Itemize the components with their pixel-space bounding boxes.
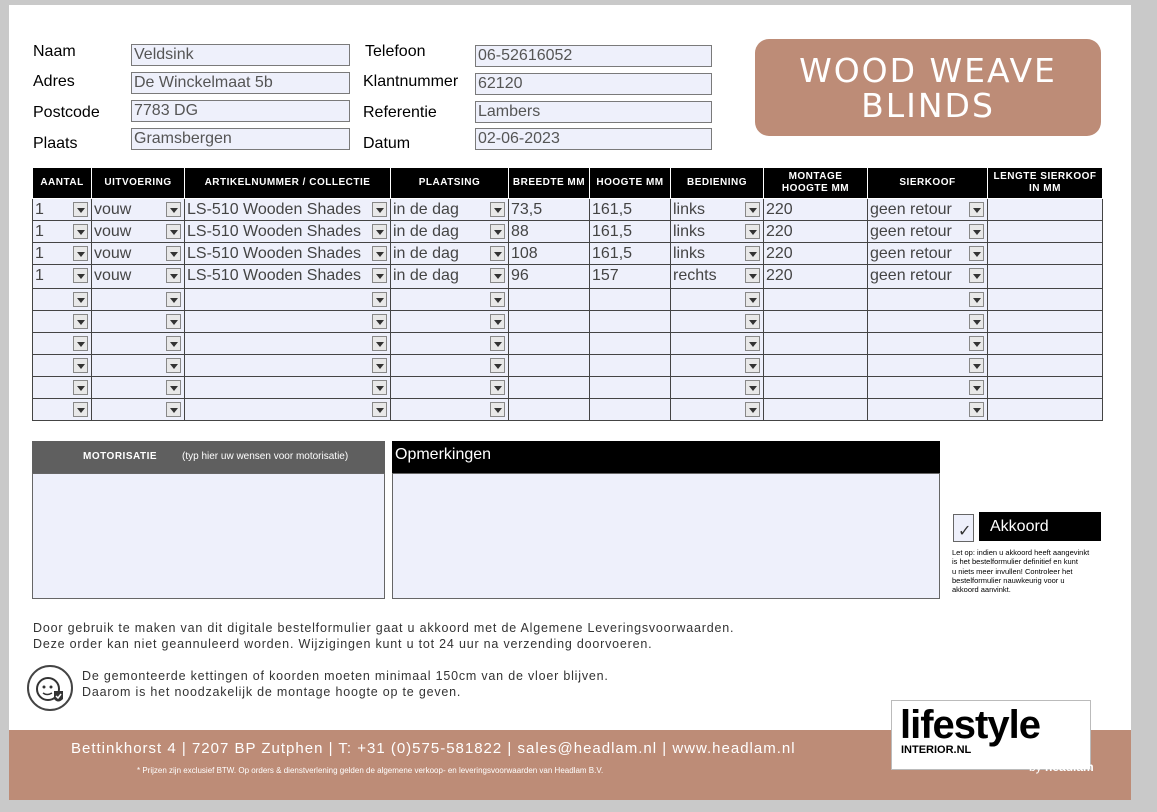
- cell-value: 220: [766, 267, 793, 284]
- cell-lengte-sierkoof[interactable]: [988, 243, 1103, 265]
- cell-uitvoering[interactable]: [92, 221, 185, 243]
- dropdown-arrow-icon[interactable]: [73, 224, 88, 239]
- dropdown-arrow-icon[interactable]: [745, 314, 760, 329]
- dropdown-arrow-icon[interactable]: [969, 336, 984, 351]
- akkoord-label-box: [979, 512, 1101, 541]
- cell-hoogte[interactable]: [590, 377, 671, 399]
- table-row: [33, 311, 1103, 333]
- dropdown-arrow-icon[interactable]: [490, 402, 505, 417]
- cell-bediening[interactable]: [671, 221, 764, 243]
- dropdown-arrow-icon[interactable]: [969, 292, 984, 307]
- cell-plaatsing[interactable]: [391, 399, 509, 421]
- cell-hoogte[interactable]: [590, 199, 671, 221]
- cell-value: vouw: [94, 245, 132, 262]
- cell-artikelnummer[interactable]: [185, 243, 391, 265]
- cell-aantal[interactable]: [33, 377, 92, 399]
- cell-breedte[interactable]: [509, 265, 590, 289]
- dropdown-arrow-icon[interactable]: [166, 380, 181, 395]
- logo-by: by: [1029, 760, 1042, 774]
- order-table: [32, 167, 1103, 421]
- cell-sierkoof[interactable]: [868, 311, 988, 333]
- dropdown-arrow-icon[interactable]: [166, 224, 181, 239]
- cell-plaatsing[interactable]: [391, 199, 509, 221]
- opmerkingen-textarea[interactable]: [392, 473, 940, 599]
- cell-montage-hoogte[interactable]: [764, 333, 868, 355]
- cell-value: 220: [766, 201, 793, 218]
- cell-value: geen retour: [870, 223, 952, 240]
- safety-line1: De gemonteerde kettingen of koorden moeten minimaal 150cm van de vloer blijven.: [82, 669, 609, 683]
- dropdown-arrow-icon[interactable]: [73, 314, 88, 329]
- dropdown-arrow-icon[interactable]: [166, 268, 181, 283]
- dropdown-arrow-icon[interactable]: [73, 402, 88, 417]
- brand-banner: [755, 39, 1101, 136]
- cell-value: vouw: [94, 201, 132, 218]
- dropdown-arrow-icon[interactable]: [745, 380, 760, 395]
- cell-breedte[interactable]: [509, 221, 590, 243]
- col-breedte: BREEDTE MM: [509, 168, 590, 199]
- dropdown-arrow-icon[interactable]: [745, 292, 760, 307]
- dropdown-arrow-icon[interactable]: [745, 224, 760, 239]
- dropdown-arrow-icon[interactable]: [969, 202, 984, 217]
- cell-montage-hoogte[interactable]: [764, 243, 868, 265]
- table-row: [33, 333, 1103, 355]
- dropdown-arrow-icon[interactable]: [166, 246, 181, 261]
- dropdown-arrow-icon[interactable]: [490, 336, 505, 351]
- cell-bediening[interactable]: [671, 333, 764, 355]
- dropdown-arrow-icon[interactable]: [490, 246, 505, 261]
- cell-plaatsing[interactable]: [391, 311, 509, 333]
- dropdown-arrow-icon[interactable]: [166, 292, 181, 307]
- checkmark-icon: ✓: [958, 523, 972, 540]
- cell-breedte[interactable]: [509, 243, 590, 265]
- cell-breedte[interactable]: [509, 355, 590, 377]
- dropdown-arrow-icon[interactable]: [372, 380, 387, 395]
- cell-aantal[interactable]: [33, 333, 92, 355]
- cell-hoogte[interactable]: [590, 221, 671, 243]
- cell-value: in de dag: [393, 223, 459, 240]
- table-row: [33, 399, 1103, 421]
- cell-bediening[interactable]: [671, 199, 764, 221]
- cell-artikelnummer[interactable]: [185, 399, 391, 421]
- datum-field[interactable]: 02-06-2023: [475, 128, 712, 150]
- cell-artikelnummer[interactable]: [185, 377, 391, 399]
- cell-plaatsing[interactable]: [391, 289, 509, 311]
- datum-label: Datum: [363, 135, 411, 152]
- dropdown-arrow-icon[interactable]: [490, 380, 505, 395]
- cell-uitvoering[interactable]: [92, 377, 185, 399]
- adres-field[interactable]: De Winckelmaat 5b: [131, 72, 350, 94]
- logo-by-headlam: [1029, 760, 1094, 774]
- cell-value: geen retour: [870, 245, 952, 262]
- cell-value: in de dag: [393, 245, 459, 262]
- dropdown-arrow-icon[interactable]: [745, 402, 760, 417]
- cell-aantal[interactable]: [33, 221, 92, 243]
- dropdown-arrow-icon[interactable]: [372, 336, 387, 351]
- dropdown-arrow-icon[interactable]: [372, 402, 387, 417]
- dropdown-arrow-icon[interactable]: [969, 358, 984, 373]
- cell-value: links: [673, 245, 706, 262]
- cell-lengte-sierkoof[interactable]: [988, 333, 1103, 355]
- dropdown-arrow-icon[interactable]: [490, 358, 505, 373]
- cell-value: links: [673, 201, 706, 218]
- cell-bediening[interactable]: [671, 355, 764, 377]
- col-sierkoof: SIERKOOF: [868, 168, 988, 199]
- dropdown-arrow-icon[interactable]: [166, 336, 181, 351]
- cell-aantal[interactable]: [33, 289, 92, 311]
- cell-value: 1: [35, 245, 44, 262]
- cell-value: 108: [511, 245, 538, 262]
- dropdown-arrow-icon[interactable]: [372, 268, 387, 283]
- safety-line2: Daarom is het noodzakelijk de montage hoogte op te geven.: [82, 685, 462, 699]
- col-hoogte: HOOGTE MM: [590, 168, 671, 199]
- naam-label: Naam: [33, 43, 76, 60]
- akkoord-note-line: bestelformulier nauwkeurig voor u: [952, 575, 1065, 585]
- col-montage-hoogte: MONTAGE HOOGTE MM: [764, 168, 868, 199]
- cell-bediening[interactable]: [671, 377, 764, 399]
- terms-line2: Deze order kan niet geannuleerd worden. Wijzigingen kunt u tot 24 uur na verzending doorvoeren.: [33, 637, 653, 651]
- plaats-field[interactable]: Gramsbergen: [131, 128, 350, 150]
- table-row: [33, 265, 1103, 289]
- cell-hoogte[interactable]: [590, 289, 671, 311]
- cell-montage-hoogte[interactable]: [764, 355, 868, 377]
- cell-lengte-sierkoof[interactable]: [988, 221, 1103, 243]
- dropdown-arrow-icon[interactable]: [372, 358, 387, 373]
- cell-bediening[interactable]: [671, 243, 764, 265]
- cell-plaatsing[interactable]: [391, 221, 509, 243]
- dropdown-arrow-icon[interactable]: [969, 402, 984, 417]
- cell-value: rechts: [673, 267, 717, 284]
- table-row: [33, 221, 1103, 243]
- dropdown-arrow-icon[interactable]: [969, 224, 984, 239]
- akkoord-note-line: akkoord aanvinkt.: [952, 585, 1011, 595]
- cell-value: 96: [511, 267, 529, 284]
- naam-field[interactable]: Veldsink: [131, 44, 350, 66]
- cell-hoogte[interactable]: [590, 311, 671, 333]
- plaats-label: Plaats: [33, 135, 78, 152]
- brand-line2: BLINDS: [861, 86, 995, 125]
- klantnummer-label: Klantnummer: [363, 73, 459, 90]
- dropdown-arrow-icon[interactable]: [372, 292, 387, 307]
- cell-breedte[interactable]: [509, 399, 590, 421]
- dropdown-arrow-icon[interactable]: [372, 202, 387, 217]
- akkoord-note: [952, 548, 1112, 594]
- cell-value: 1: [35, 223, 44, 240]
- cell-breedte[interactable]: [509, 289, 590, 311]
- cell-value: vouw: [94, 267, 132, 284]
- cell-montage-hoogte[interactable]: [764, 265, 868, 289]
- cell-bediening[interactable]: [671, 399, 764, 421]
- table-row: [33, 243, 1103, 265]
- cell-sierkoof[interactable]: [868, 399, 988, 421]
- cell-sierkoof[interactable]: [868, 355, 988, 377]
- dropdown-arrow-icon[interactable]: [372, 314, 387, 329]
- dropdown-arrow-icon[interactable]: [969, 268, 984, 283]
- table-header-row: [33, 168, 1103, 199]
- cell-lengte-sierkoof[interactable]: [988, 399, 1103, 421]
- cell-lengte-sierkoof[interactable]: [988, 289, 1103, 311]
- dropdown-arrow-icon[interactable]: [73, 202, 88, 217]
- cell-bediening[interactable]: [671, 265, 764, 289]
- cell-value: 1: [35, 267, 44, 284]
- cell-aantal[interactable]: [33, 399, 92, 421]
- cell-aantal[interactable]: [33, 243, 92, 265]
- cell-breedte[interactable]: [509, 311, 590, 333]
- terms-line1: Door gebruik te maken van dit digitale bestelformulier gaat u akkoord met de Algemene Leveringsvoorwaarden.: [33, 621, 735, 635]
- cell-plaatsing[interactable]: [391, 243, 509, 265]
- cell-hoogte[interactable]: [590, 243, 671, 265]
- cell-sierkoof[interactable]: [868, 265, 988, 289]
- cell-value: 161,5: [592, 201, 633, 218]
- motorisatie-header: [32, 441, 385, 473]
- dropdown-arrow-icon[interactable]: [372, 224, 387, 239]
- cell-sierkoof[interactable]: [868, 333, 988, 355]
- cell-uitvoering[interactable]: [92, 333, 185, 355]
- akkoord-note-line: is het bestelformulier definitief en kunt: [952, 557, 1078, 567]
- order-form-page: [9, 5, 1131, 800]
- cell-aantal[interactable]: [33, 355, 92, 377]
- footer-address: Bettinkhorst 4 | 7207 BP Zutphen | T: +31 (0)575-581822 | sales@headlam.nl | www.headlam.nl: [71, 740, 796, 757]
- logo-subtext: INTERIOR.NL: [901, 744, 972, 756]
- table-row: [33, 199, 1103, 221]
- cell-uitvoering[interactable]: [92, 355, 185, 377]
- cell-bediening[interactable]: [671, 289, 764, 311]
- postcode-field[interactable]: 7783 DG: [131, 100, 350, 122]
- cell-plaatsing[interactable]: [391, 265, 509, 289]
- cell-artikelnummer[interactable]: [185, 333, 391, 355]
- cell-value: 220: [766, 245, 793, 262]
- cell-value: LS-510 Wooden Shades: [187, 223, 362, 240]
- dropdown-arrow-icon[interactable]: [745, 246, 760, 261]
- cell-value: geen retour: [870, 201, 952, 218]
- cell-sierkoof[interactable]: [868, 199, 988, 221]
- referentie-label: Referentie: [363, 104, 437, 121]
- cell-plaatsing[interactable]: [391, 355, 509, 377]
- cell-aantal[interactable]: [33, 199, 92, 221]
- cell-artikelnummer[interactable]: [185, 265, 391, 289]
- motorisatie-textarea[interactable]: [32, 473, 385, 599]
- col-bediening: BEDIENING: [671, 168, 764, 199]
- col-lengte-sierkoof: LENGTE SIERKOOF IN MM: [988, 168, 1103, 199]
- adres-label: Adres: [33, 73, 75, 90]
- cell-lengte-sierkoof[interactable]: [988, 265, 1103, 289]
- cell-breedte[interactable]: [509, 199, 590, 221]
- klantnummer-field[interactable]: 62120: [475, 73, 712, 95]
- cell-montage-hoogte[interactable]: [764, 399, 868, 421]
- opmerkingen-header: [392, 441, 940, 473]
- brand-line1: WOOD WEAVE: [799, 51, 1057, 90]
- cell-lengte-sierkoof[interactable]: [988, 377, 1103, 399]
- cell-value: vouw: [94, 223, 132, 240]
- dropdown-arrow-icon[interactable]: [745, 358, 760, 373]
- cell-lengte-sierkoof[interactable]: [988, 199, 1103, 221]
- dropdown-arrow-icon[interactable]: [969, 314, 984, 329]
- cell-aantal[interactable]: [33, 311, 92, 333]
- cell-hoogte[interactable]: [590, 355, 671, 377]
- col-plaatsing: PLAATSING: [391, 168, 509, 199]
- table-row: [33, 355, 1103, 377]
- footer-fine-print: * Prijzen zijn exclusief BTW. Op orders & dienstverlening gelden de algemene verkoop- en leveringsvoorwaarden van Headlam B.V.: [137, 766, 604, 775]
- akkoord-note-line: Let op: indien u akkoord heeft aangevinkt: [952, 548, 1090, 557]
- cell-montage-hoogte[interactable]: [764, 377, 868, 399]
- cell-montage-hoogte[interactable]: [764, 199, 868, 221]
- dropdown-arrow-icon[interactable]: [745, 336, 760, 351]
- cell-montage-hoogte[interactable]: [764, 289, 868, 311]
- cell-value: 88: [511, 223, 529, 240]
- cell-value: 161,5: [592, 245, 633, 262]
- cell-value: LS-510 Wooden Shades: [187, 201, 362, 218]
- cell-artikelnummer[interactable]: [185, 221, 391, 243]
- cell-montage-hoogte[interactable]: [764, 221, 868, 243]
- cell-artikelnummer[interactable]: [185, 355, 391, 377]
- dropdown-arrow-icon[interactable]: [73, 246, 88, 261]
- cell-lengte-sierkoof[interactable]: [988, 311, 1103, 333]
- cell-artikelnummer[interactable]: [185, 199, 391, 221]
- cell-value: geen retour: [870, 267, 952, 284]
- col-uitvoering: UITVOERING: [92, 168, 185, 199]
- child-safety-icon: [27, 665, 73, 711]
- cell-value: in de dag: [393, 201, 459, 218]
- dropdown-arrow-icon[interactable]: [372, 246, 387, 261]
- cell-breedte[interactable]: [509, 377, 590, 399]
- cell-lengte-sierkoof[interactable]: [988, 355, 1103, 377]
- dropdown-arrow-icon[interactable]: [73, 292, 88, 307]
- cell-artikelnummer[interactable]: [185, 289, 391, 311]
- cell-value: 1: [35, 201, 44, 218]
- logo-wordmark: lifestyle: [900, 703, 1040, 747]
- cell-sierkoof[interactable]: [868, 221, 988, 243]
- dropdown-arrow-icon[interactable]: [166, 402, 181, 417]
- cell-hoogte[interactable]: [590, 333, 671, 355]
- cell-aantal[interactable]: [33, 265, 92, 289]
- table-row: [33, 377, 1103, 399]
- col-aantal: AANTAL: [33, 168, 92, 199]
- cell-breedte[interactable]: [509, 333, 590, 355]
- cell-value: 73,5: [511, 201, 543, 218]
- dropdown-arrow-icon[interactable]: [745, 268, 760, 283]
- cell-hoogte[interactable]: [590, 399, 671, 421]
- cell-montage-hoogte[interactable]: [764, 311, 868, 333]
- table-row: [33, 289, 1103, 311]
- akkoord-note-line: u niets meer invullen! Controleer het: [952, 566, 1073, 576]
- col-artikelnummer: ARTIKELNUMMER / COLLECTIE: [185, 168, 391, 199]
- cell-uitvoering[interactable]: [92, 199, 185, 221]
- cell-uitvoering[interactable]: [92, 243, 185, 265]
- dropdown-arrow-icon[interactable]: [969, 246, 984, 261]
- akkoord-label: Akkoord: [990, 518, 1049, 535]
- cell-plaatsing[interactable]: [391, 377, 509, 399]
- dropdown-arrow-icon[interactable]: [490, 268, 505, 283]
- dropdown-arrow-icon[interactable]: [490, 292, 505, 307]
- dropdown-arrow-icon[interactable]: [166, 358, 181, 373]
- cell-value: 161,5: [592, 223, 633, 240]
- dropdown-arrow-icon[interactable]: [166, 202, 181, 217]
- motorisatie-subtitle: (typ hier uw wensen voor motorisatie): [182, 451, 349, 462]
- akkoord-checkbox[interactable]: [953, 514, 974, 542]
- cell-value: 157: [592, 267, 619, 284]
- logo-by-brand: headlam: [1045, 760, 1094, 774]
- dropdown-arrow-icon[interactable]: [73, 358, 88, 373]
- cell-uitvoering[interactable]: [92, 265, 185, 289]
- telefoon-field[interactable]: 06-52616052: [475, 45, 712, 67]
- dropdown-arrow-icon[interactable]: [490, 224, 505, 239]
- cell-value: 220: [766, 223, 793, 240]
- cell-value: links: [673, 223, 706, 240]
- cell-value: in de dag: [393, 267, 459, 284]
- dropdown-arrow-icon[interactable]: [73, 268, 88, 283]
- opmerkingen-title: Opmerkingen: [395, 446, 492, 463]
- cell-sierkoof[interactable]: [868, 289, 988, 311]
- dropdown-arrow-icon[interactable]: [969, 380, 984, 395]
- dropdown-arrow-icon[interactable]: [73, 380, 88, 395]
- cell-uitvoering[interactable]: [92, 311, 185, 333]
- dropdown-arrow-icon[interactable]: [166, 314, 181, 329]
- cell-sierkoof[interactable]: [868, 243, 988, 265]
- cell-hoogte[interactable]: [590, 265, 671, 289]
- cell-sierkoof[interactable]: [868, 377, 988, 399]
- dropdown-arrow-icon[interactable]: [490, 202, 505, 217]
- motorisatie-title: MOTORISATIE: [83, 451, 158, 462]
- cell-plaatsing[interactable]: [391, 333, 509, 355]
- cell-uitvoering[interactable]: [92, 289, 185, 311]
- cell-uitvoering[interactable]: [92, 399, 185, 421]
- cell-value: LS-510 Wooden Shades: [187, 245, 362, 262]
- cell-artikelnummer[interactable]: [185, 311, 391, 333]
- dropdown-arrow-icon[interactable]: [490, 314, 505, 329]
- dropdown-arrow-icon[interactable]: [745, 202, 760, 217]
- cell-value: LS-510 Wooden Shades: [187, 267, 362, 284]
- postcode-label: Postcode: [33, 104, 100, 121]
- dropdown-arrow-icon[interactable]: [73, 336, 88, 351]
- telefoon-label: Telefoon: [365, 43, 426, 60]
- cell-bediening[interactable]: [671, 311, 764, 333]
- referentie-field[interactable]: Lambers: [475, 101, 712, 123]
